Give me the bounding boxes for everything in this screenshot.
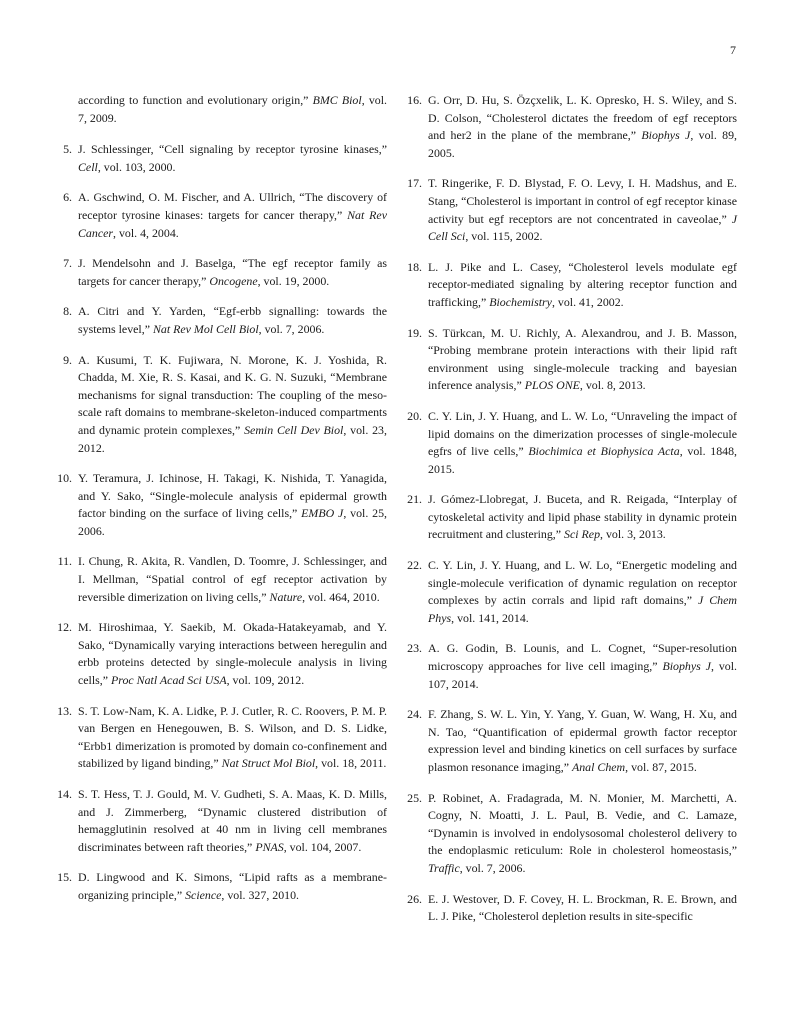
reference-text: C. Y. Lin, J. Y. Huang, and L. W. Lo, “Unraveling the impact of lipid domains on the dimerization processes of single-molecule egfrs of live cells,” xyxy=(428,408,737,459)
reference-number: 22. xyxy=(407,558,422,573)
reference-text: , vol. 23, 2012. xyxy=(78,422,387,455)
reference-number: 26. xyxy=(407,891,422,906)
reference-number: 14. xyxy=(57,787,72,801)
reference-number: 13. xyxy=(57,703,72,718)
journal-name: Biophys J xyxy=(662,659,711,674)
reference-item xyxy=(402,175,737,245)
reference-item xyxy=(52,303,387,338)
reference-text: M. Hiroshimaa, Y. Saekib, M. Okada-Hatakeyamab, and Y. Sako, “Dynamically varying interactions between heregulin and erbb proteins detected by single-molecule analysis in living cells,” xyxy=(78,620,387,688)
reference-text: , vol. 7, 2009. xyxy=(78,93,387,125)
reference-text: , vol. 8, 2013. xyxy=(579,378,646,393)
reference-text: , vol. 107, 2014. xyxy=(428,659,737,691)
reference-text: S. T. Hess, T. J. Gould, M. V. Gudheti, S. A. Maas, K. D. Mills, and J. Zimmerberg, “Dynamic clustered distribution of hemagglutinin resolved at 40 nm in living cell membranes discriminates between raft theories,” xyxy=(78,787,387,854)
journal-name: Science xyxy=(185,887,222,902)
journal-name: EMBO J xyxy=(301,506,344,521)
reference-text: L. J. Pike and L. Casey, “Cholesterol levels modulate egf receptor-mediated signaling by altering receptor function and trafficking,” xyxy=(428,259,737,309)
reference-text: T. Ringerike, F. D. Blystad, F. O. Levy, I. H. Madshus, and E. Stang, “Cholesterol is important in control of egf receptor kinase activity but egf receptors are not concentrated in caveolae,” xyxy=(428,176,737,226)
reference-item xyxy=(52,141,387,176)
reference-item xyxy=(52,352,387,458)
reference-text: , vol. 464, 2010. xyxy=(302,589,380,604)
journal-name: Biophys J xyxy=(641,128,691,143)
reference-text: F. Zhang, S. W. L. Yin, Y. Yang, Y. Guan, W. Wang, H. Xu, and N. Tao, “Quantification of epidermal growth factor receptor expression level and binding kinetics on cell surfaces by surface plasmon resonance imaging,” xyxy=(428,707,737,774)
reference-number: 21. xyxy=(407,492,422,507)
reference-text: , vol. 104, 2007. xyxy=(283,839,362,854)
reference-item xyxy=(52,189,387,242)
journal-name: PNAS xyxy=(255,839,284,854)
reference-item xyxy=(402,790,737,878)
reference-item xyxy=(52,786,387,856)
reference-item xyxy=(402,706,737,776)
reference-item xyxy=(52,619,387,689)
reference-number: 23. xyxy=(407,641,422,656)
reference-text: , vol. 115, 2002. xyxy=(465,229,543,244)
reference-number: 16. xyxy=(407,93,422,107)
reference-text: according to function and evolutionary origin,” xyxy=(78,93,313,107)
journal-name: BMC Biol xyxy=(312,93,362,107)
reference-number: 5. xyxy=(63,142,72,157)
reference-text: A. G. Godin, B. Lounis, and L. Cognet, “Super-resolution microscopy approaches for live cell imaging,” xyxy=(428,641,737,674)
journal-name: Cell xyxy=(78,159,98,174)
reference-item xyxy=(402,92,737,162)
reference-number: 18. xyxy=(407,259,422,274)
reference-number: 19. xyxy=(407,325,422,340)
reference-item xyxy=(52,470,387,540)
reference-text: A. Citri and Y. Yarden, “Egf-erbb signalling: towards the systems level,” xyxy=(78,304,387,336)
journal-name: Traffic xyxy=(428,860,460,875)
reference-item xyxy=(52,255,387,290)
reference-number: 20. xyxy=(407,408,422,423)
reference-item xyxy=(52,553,387,606)
journal-name: Sci Rep xyxy=(564,527,601,542)
right-column xyxy=(402,92,737,939)
reference-number: 11. xyxy=(57,554,72,569)
reference-text: J. Schlessinger, “Cell signaling by receptor tyrosine kinases,” xyxy=(78,142,387,157)
reference-text: E. J. Westover, D. F. Covey, H. L. Brockman, R. E. Brown, and L. J. Pike, “Cholesterol depletion results in site-specific xyxy=(428,891,737,924)
reference-number: 10. xyxy=(57,471,72,486)
reference-text: A. Kusumi, T. K. Fujiwara, N. Morone, K. J. Yoshida, R. Chadda, M. Xie, R. S. Kasai, and K. G. N. Suzuki, “Membrane mechanisms for signal transduction: The coupling of the meso-scale raft domains to membrane-skeleton-induced compartments and dynamic protein complexes,” xyxy=(78,352,387,437)
reference-text: G. Orr, D. Hu, S. Özçxelik, L. K. Opresko, H. S. Wiley, and S. D. Colson, “Cholesterol dictates the freedom of egf receptors and her2 in the plane of the membrane,” xyxy=(428,93,737,143)
reference-text: , vol. 89, 2005. xyxy=(428,128,738,160)
reference-number: 8. xyxy=(63,304,72,319)
reference-text: , vol. 327, 2010. xyxy=(221,887,300,902)
journal-name: Semin Cell Dev Biol xyxy=(244,422,344,437)
reference-text: , vol. 25, 2006. xyxy=(78,506,387,538)
reference-text: A. Gschwind, O. M. Fischer, and A. Ullrich, “The discovery of receptor tyrosine kinases: targets for cancer therapy,” xyxy=(78,190,387,222)
page-number: 7 xyxy=(730,43,736,57)
journal-name: J Chem Phys xyxy=(428,593,737,625)
reference-text: , vol. 109, 2012. xyxy=(226,673,305,688)
journal-name: Biochimica et Biophysica Acta xyxy=(528,444,680,459)
reference-number: 6. xyxy=(63,190,72,205)
reference-text: D. Lingwood and K. Simons, “Lipid rafts as a membrane-organizing principle,” xyxy=(78,870,387,902)
journal-name: PLOS ONE xyxy=(524,378,580,393)
journal-name: Oncogene xyxy=(209,273,258,288)
reference-item xyxy=(402,325,737,395)
reference-text: C. Y. Lin, J. Y. Huang, and L. W. Lo, “Energetic modeling and single-molecule verification of dynamic regulation on receptor complexes by actin corrals and lipid raft domains,” xyxy=(428,558,737,608)
reference-text: , vol. 1848, 2015. xyxy=(428,444,738,476)
reference-item xyxy=(402,259,737,312)
journal-name: Nat Rev Cancer xyxy=(78,207,387,240)
journal-name: Nat Rev Mol Cell Biol xyxy=(152,321,259,336)
reference-number: 24. xyxy=(407,707,422,722)
reference-text: , vol. 4, 2004. xyxy=(113,225,179,240)
reference-text: S. T. Low-Nam, K. A. Lidke, P. J. Cutler, R. C. Roovers, P. M. P. van Bergen en Henegouwen, B. S. Wilson, and D. S. Lidke, “Erbb1 dimerization is promoted by domain co-confinement and stabilized by ligand binding,” xyxy=(78,703,387,771)
reference-text: Y. Teramura, J. Ichinose, H. Takagi, K. Nishida, T. Yanagida, and Y. Sako, “Single-molecule analysis of epidermal growth factor binding on the surface of living cells,” xyxy=(78,471,387,521)
journal-name: Nat Struct Mol Biol xyxy=(221,756,316,771)
reference-number: 12. xyxy=(57,620,72,635)
reference-text: , vol. 7, 2006. xyxy=(258,321,325,336)
reference-text: , vol. 3, 2013. xyxy=(600,527,666,542)
reference-text: J. Mendelsohn and J. Baselga, “The egf receptor family as targets for cancer therapy,” xyxy=(78,256,387,288)
journal-name: Proc Natl Acad Sci USA xyxy=(111,673,227,688)
reference-text: , vol. 103, 2000. xyxy=(97,159,176,174)
reference-text: , vol. 7, 2006. xyxy=(459,860,526,875)
reference-text: , vol. 87, 2015. xyxy=(625,760,697,774)
reference-text: J. Gómez-Llobregat, J. Buceta, and R. Reigada, “Interplay of cytoskeletal activity and lipid phase stability in dynamic protein recruitment and clustering,” xyxy=(428,492,737,542)
reference-item xyxy=(402,408,737,478)
reference-item xyxy=(402,640,737,693)
reference-number: 9. xyxy=(63,352,72,367)
reference-continuation xyxy=(52,92,387,127)
left-column xyxy=(52,92,387,918)
reference-text: , vol. 141, 2014. xyxy=(451,610,529,625)
reference-item xyxy=(402,557,737,627)
reference-text: I. Chung, R. Akita, R. Vandlen, D. Toomre, J. Schlessinger, and I. Mellman, “Spatial control of egf receptor activation by reversible dimerization on living cells,” xyxy=(78,554,387,604)
journal-name: Biochemistry xyxy=(489,294,552,309)
journal-name: J Cell Sci xyxy=(428,211,737,244)
journal-name: Anal Chem xyxy=(571,760,626,774)
reference-item xyxy=(52,869,387,904)
reference-item xyxy=(402,491,737,544)
reference-number: 25. xyxy=(407,790,422,805)
reference-text: , vol. 41, 2002. xyxy=(551,294,624,309)
reference-text: , vol. 18, 2011. xyxy=(315,756,387,771)
reference-item xyxy=(52,703,387,773)
reference-text: S. Türkcan, M. U. Richly, A. Alexandrou, and J. B. Masson, “Probing membrane protein interactions with their lipid raft environment using single-molecule tracking and bayesian inference analysis,” xyxy=(428,325,737,393)
reference-number: 15. xyxy=(57,870,72,885)
reference-text: P. Robinet, A. Fradagrada, M. N. Monier, M. Marchetti, A. Cogny, N. Moatti, J. L. Paul, B. Vedie, and C. Lamaze, “Dynamin is involved in endolysosomal cholesterol delivery to the endoplasmic reticulum: Role in cholesterol homeostasis,” xyxy=(428,790,737,858)
reference-number: 7. xyxy=(63,256,72,271)
journal-name: Nature xyxy=(269,589,303,604)
reference-item xyxy=(402,891,737,926)
reference-text: , vol. 19, 2000. xyxy=(257,273,330,288)
reference-number: 17. xyxy=(407,176,422,191)
